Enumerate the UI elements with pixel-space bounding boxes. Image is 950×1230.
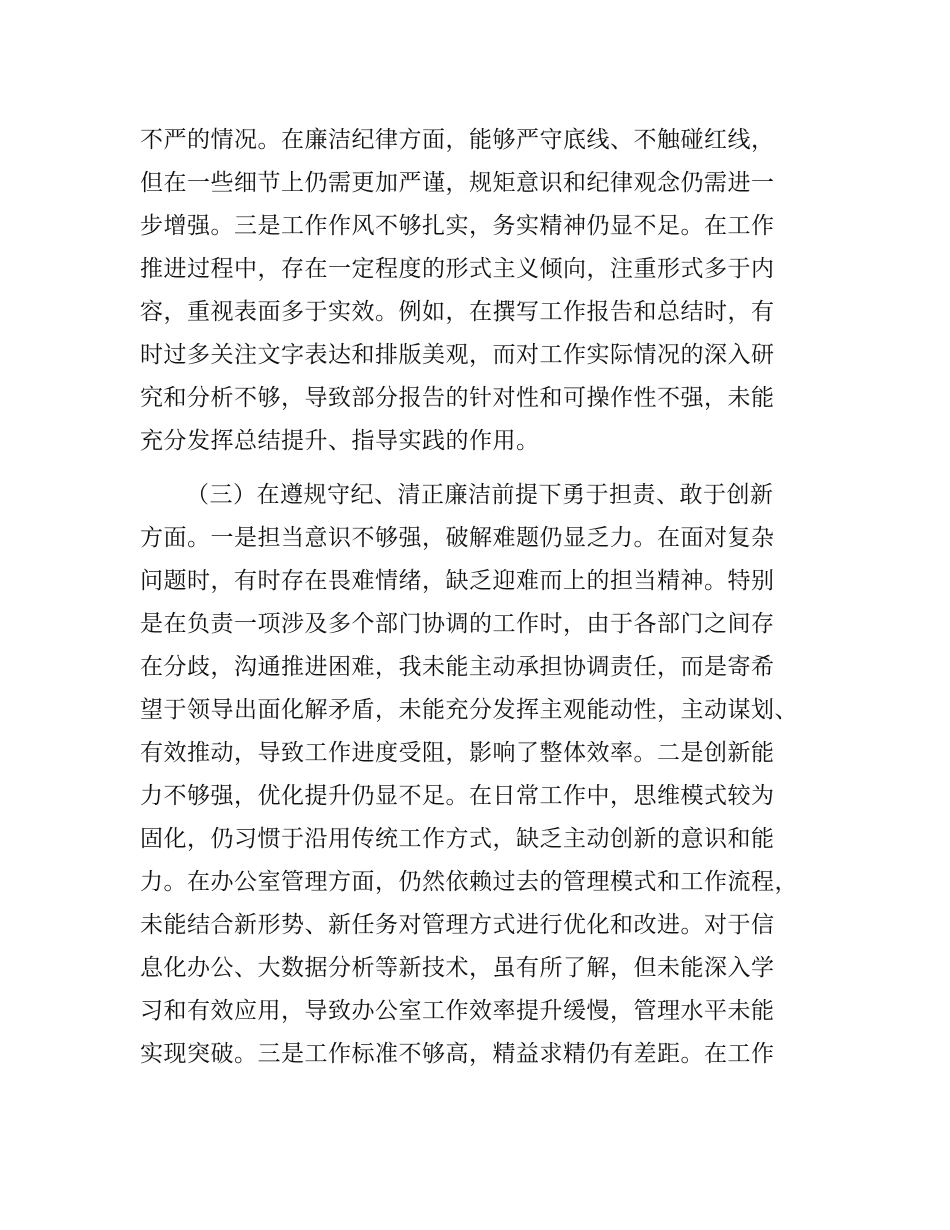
- section-heading-line: （三）在遵规守纪、清正廉洁前提下勇于担责、敢于创新: [186, 482, 774, 508]
- text-line: 在分歧，沟通推进困难，我未能主动承担协调责任，而是寄希: [140, 654, 775, 680]
- text-line: 是在负责一项涉及多个部门协调的工作时，由于各部门之间存: [140, 611, 775, 637]
- text-line: 方面。一是担当意识不够强，破解难题仍显乏力。在面对复杂: [140, 525, 775, 551]
- text-line: 时过多关注文字表达和排版美观，而对工作实际情况的深入研: [140, 342, 775, 368]
- text-line: 步增强。三是工作作风不够扎实，务实精神仍显不足。在工作: [140, 213, 775, 239]
- text-line: 不严的情况。在廉洁纪律方面，能够严守底线、不触碰红线，: [140, 127, 775, 153]
- text-line: 习和有效应用，导致办公室工作效率提升缓慢，管理水平未能: [140, 998, 775, 1024]
- text-line: 推进过程中，存在一定程度的形式主义倾向，注重形式多于内: [140, 256, 775, 282]
- text-line: 问题时，有时存在畏难情绪，缺乏迎难而上的担当精神。特别: [140, 568, 775, 594]
- text-line: 力不够强，优化提升仍显不足。在日常工作中，思维模式较为: [140, 783, 775, 809]
- text-line: 力。在办公室管理方面，仍然依赖过去的管理模式和工作流程，: [140, 869, 798, 895]
- text-line: 有效推动，导致工作进度受阻，影响了整体效率。二是创新能: [140, 740, 775, 766]
- text-line: 容，重视表面多于实效。例如，在撰写工作报告和总结时，有: [140, 299, 775, 325]
- text-line: 息化办公、大数据分析等新技术，虽有所了解，但未能深入学: [140, 955, 775, 981]
- text-line: 充分发挥总结提升、指导实践的作用。: [140, 428, 540, 454]
- text-line: 但在一些细节上仍需更加严谨，规矩意识和纪律观念仍需进一: [140, 170, 775, 196]
- text-line: 究和分析不够，导致部分报告的针对性和可操作性不强，未能: [140, 385, 775, 411]
- text-line: 未能结合新形势、新任务对管理方式进行优化和改进。对于信: [140, 912, 775, 938]
- text-line: 望于领导出面化解矛盾，未能充分发挥主观能动性，主动谋划、: [140, 697, 798, 723]
- text-line: 实现突破。三是工作标准不够高，精益求精仍有差距。在工作: [140, 1041, 775, 1067]
- text-line: 固化，仍习惯于沿用传统工作方式，缺乏主动创新的意识和能: [140, 826, 775, 852]
